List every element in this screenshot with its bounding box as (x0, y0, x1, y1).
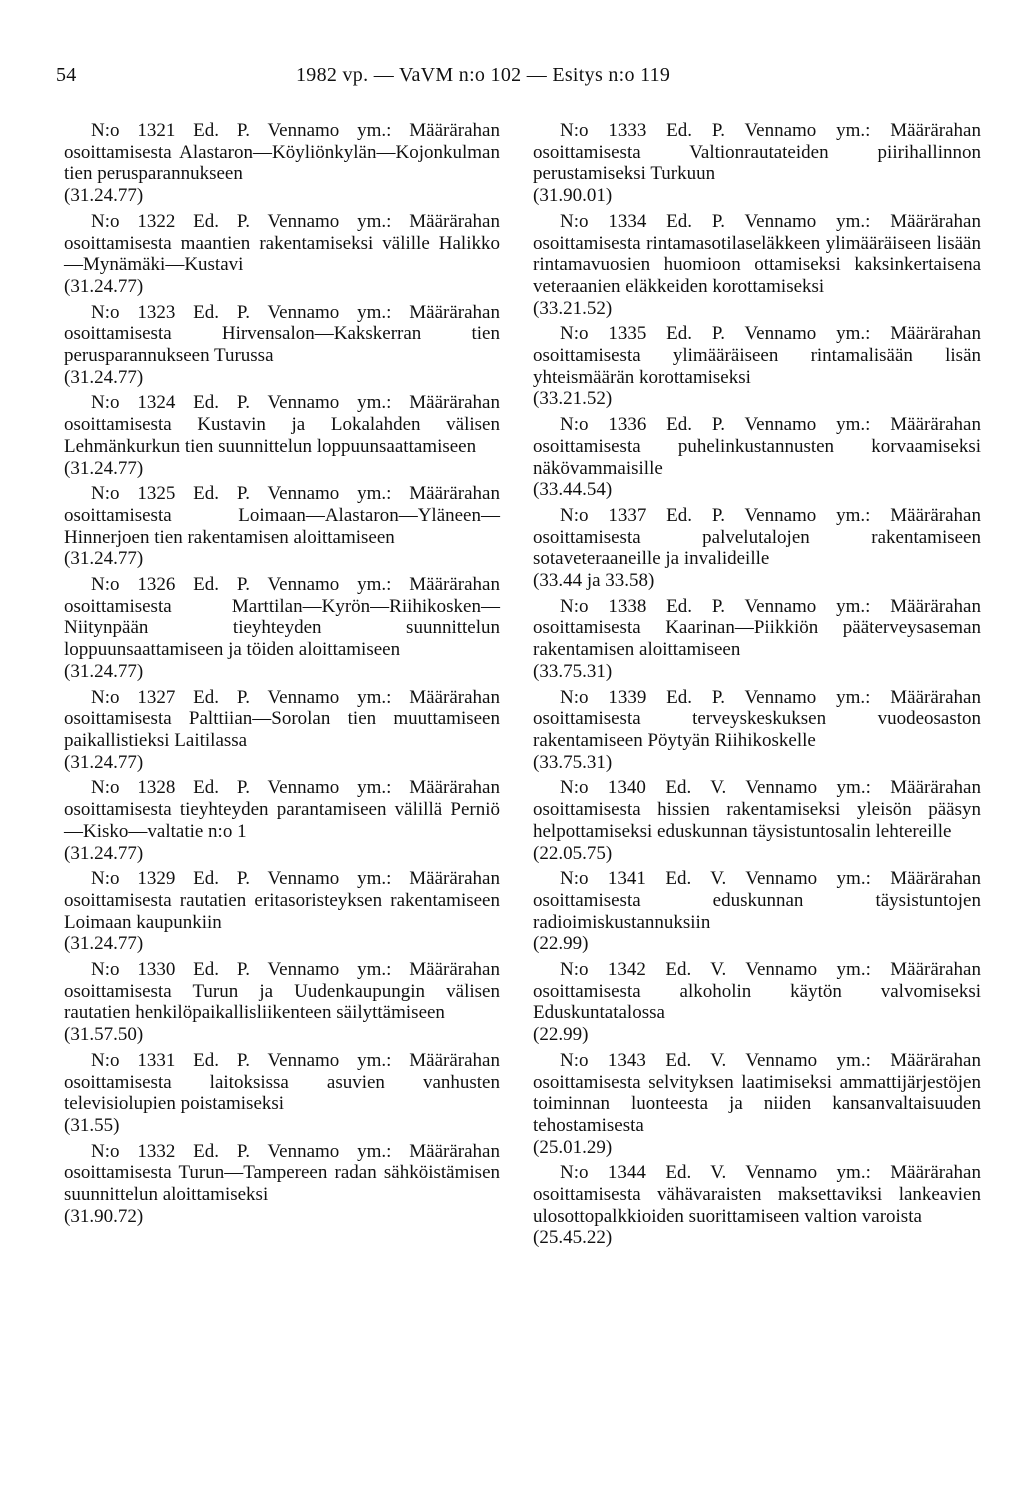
budget-item-code: (31.24.77) (64, 275, 144, 297)
budget-item-code: (33.75.31) (533, 751, 613, 773)
motion-text: N:o 1321 Ed. P. Vennamo ym.: Määrärahan osoittamisesta Alastaron—Köyliönkylän—Kojonkulman tien perusparannukseen (64, 120, 500, 185)
motion-text: N:o 1343 Ed. V. Vennamo ym.: Määrärahan osoittamisesta selvityksen laatimiseksi ammattijärjestöjen toiminnan luonteesta ja niiden kansanvaltaisuuden tehostamisesta (533, 1049, 981, 1136)
motion-entry (533, 687, 981, 774)
motion-entry (64, 392, 500, 479)
motion-text: N:o 1325 Ed. P. Vennamo ym.: Määrärahan osoittamisesta Loimaan—Alastaron—Yläneen—Hinnerjoen tien rakentamisen aloittamiseen (64, 483, 500, 548)
budget-item-code: (25.01.29) (533, 1136, 613, 1158)
budget-item-code: (33.75.31) (533, 660, 613, 682)
motion-entry (533, 1162, 981, 1249)
budget-item-code: (31.24.77) (64, 842, 144, 864)
motion-entry (64, 1050, 500, 1137)
budget-item-code: (33.44.54) (533, 479, 613, 501)
budget-item-code: (22.05.75) (533, 842, 613, 864)
motion-entry (533, 505, 981, 592)
motion-text: N:o 1327 Ed. P. Vennamo ym.: Määrärahan osoittamisesta Palttiian—Sorolan tien muuttamiseen paikallistieksi Laitilassa (64, 686, 500, 751)
budget-item-code: (25.45.22) (533, 1227, 613, 1249)
budget-item-code: (31.57.50) (64, 1024, 144, 1046)
motion-text: N:o 1323 Ed. P. Vennamo ym.: Määrärahan osoittamisesta Hirvensalon—Kakskerran tien perusparannukseen Turussa (64, 301, 500, 367)
budget-item-code: (31.24.77) (64, 548, 144, 570)
budget-item-code: (33.21.52) (533, 297, 613, 319)
running-head: 1982 vp. — VaVM n:o 102 — Esitys n:o 119 (296, 64, 671, 86)
motion-text: N:o 1329 Ed. P. Vennamo ym.: Määrärahan osoittamisesta rautatien eritasoristeyksen rakentamiseen Loimaan kaupunkiin (64, 868, 500, 933)
motion-entry (64, 483, 500, 570)
budget-item-code: (31.24.77) (64, 185, 144, 207)
budget-item-code: (31.24.77) (64, 457, 144, 479)
budget-item-code: (31.24.77) (64, 751, 144, 773)
page-header (0, 64, 1024, 88)
motion-entry (64, 868, 500, 955)
motion-entry (64, 959, 500, 1046)
motion-entry (64, 687, 500, 774)
motion-text: N:o 1322 Ed. P. Vennamo ym.: Määrärahan osoittamisesta maantien rakentamiseksi välille Halikko—Mynämäki—Kustavi (64, 210, 500, 276)
motion-text: N:o 1344 Ed. V. Vennamo ym.: Määrärahan osoittamisesta vähävaraisten maksettaviksi lankeavien ulosottopalkkioiden suorittamiseen valtion varoista (533, 1162, 981, 1227)
motion-entry (533, 414, 981, 501)
budget-item-code: (31.90.01) (533, 185, 613, 207)
motion-text: N:o 1326 Ed. P. Vennamo ym.: Määrärahan osoittamisesta Marttilan—Kyrön—Riihikosken—Niitynpään tieyhteyden suunnittelun loppuunsaattamiseen ja töiden aloittamiseen (64, 574, 500, 661)
motion-text: N:o 1332 Ed. P. Vennamo ym.: Määrärahan osoittamisesta Turun—Tampereen radan sähköistämisen suunnittelun aloittamiseksi (64, 1140, 500, 1206)
motion-entry (533, 959, 981, 1046)
motion-text: N:o 1340 Ed. V. Vennamo ym.: Määrärahan osoittamisesta hissien rakentamiseksi yleisön pääsyn helpottamiseksi eduskunnan täysistuntosalin lehtereille (533, 777, 981, 842)
motion-text: N:o 1330 Ed. P. Vennamo ym.: Määrärahan osoittamisesta Turun ja Uudenkaupungin välisen rautatien henkilöpaikallisliikenteen säilyttämiseen (64, 959, 500, 1024)
motion-entry (64, 302, 500, 389)
motion-entry (533, 777, 981, 864)
budget-item-code: (22.99) (533, 933, 589, 955)
motion-text: N:o 1342 Ed. V. Vennamo ym.: Määrärahan osoittamisesta alkoholin käytön valvomiseksi Eduskuntatalossa (533, 959, 981, 1024)
motion-text: N:o 1336 Ed. P. Vennamo ym.: Määrärahan osoittamisesta puhelinkustannusten korvaamiseksi näkövammaisille (533, 414, 981, 479)
motion-text: N:o 1334 Ed. P. Vennamo ym.: Määrärahan osoittamisesta rintamasotilaseläkkeen ylimääräiseen lisään rintamavuosien huomioon ottamiseksi kaksinkertaisena veteraanien eläkkeiden korottamiseksi (533, 210, 981, 297)
motion-entry (533, 1050, 981, 1159)
motion-text: N:o 1328 Ed. P. Vennamo ym.: Määrärahan osoittamisesta tieyhteyden parantamiseen välillä Perniö—Kisko—valtatie n:o 1 (64, 777, 500, 842)
budget-item-code: (33.21.52) (533, 388, 613, 410)
motion-entry (533, 868, 981, 955)
budget-item-code: (31.24.77) (64, 660, 144, 682)
budget-item-code: (31.24.77) (64, 933, 144, 955)
motion-text: N:o 1331 Ed. P. Vennamo ym.: Määrärahan osoittamisesta laitoksissa asuvien vanhusten televisiolupien poistamiseksi (64, 1049, 500, 1115)
budget-item-code: (33.44 ja 33.58) (533, 570, 655, 592)
left-column (64, 120, 500, 1231)
motion-entry (533, 211, 981, 320)
motion-text: N:o 1335 Ed. P. Vennamo ym.: Määrärahan osoittamisesta ylimääräiseen rintamalisään lisän yhteismäärän korottamiseksi (533, 323, 981, 388)
motion-text: N:o 1337 Ed. P. Vennamo ym.: Määrärahan osoittamisesta palvelutalojen rakentamiseen sotaveteraaneille ja invalideille (533, 504, 981, 570)
motion-entry (533, 596, 981, 683)
motion-text: N:o 1341 Ed. V. Vennamo ym.: Määrärahan osoittamisesta eduskunnan täysistuntojen radioimiskustannuksiin (533, 868, 981, 933)
motion-text: N:o 1333 Ed. P. Vennamo ym.: Määrärahan osoittamisesta Valtionrautateiden piirihallinnon perustamiseksi Turkuun (533, 120, 981, 185)
budget-item-code: (31.55) (64, 1114, 120, 1136)
budget-item-code: (31.24.77) (64, 366, 144, 388)
motion-entry (64, 211, 500, 298)
motion-text: N:o 1339 Ed. P. Vennamo ym.: Määrärahan osoittamisesta terveyskeskuksen vuodeosaston rakentamiseen Pöytyän Riihikoskelle (533, 686, 981, 751)
page-number: 54 (56, 64, 77, 86)
motion-entry (533, 323, 981, 410)
motion-text: N:o 1324 Ed. P. Vennamo ym.: Määrärahan osoittamisesta Kustavin ja Lokalahden välisen Lehmänkurkun tien suunnittelun loppuunsaattamiseen (64, 392, 500, 457)
right-column (533, 120, 981, 1253)
motion-entry (64, 1141, 500, 1228)
motion-entry (64, 777, 500, 864)
motion-entry (533, 120, 981, 207)
budget-item-code: (22.99) (533, 1024, 589, 1046)
motion-entry (64, 574, 500, 683)
motion-entry (64, 120, 500, 207)
motion-text: N:o 1338 Ed. P. Vennamo ym.: Määrärahan osoittamisesta Kaarinan—Piikkiön pääterveysaseman rakentamisen aloittamiseen (533, 595, 981, 661)
budget-item-code: (31.90.72) (64, 1205, 144, 1227)
